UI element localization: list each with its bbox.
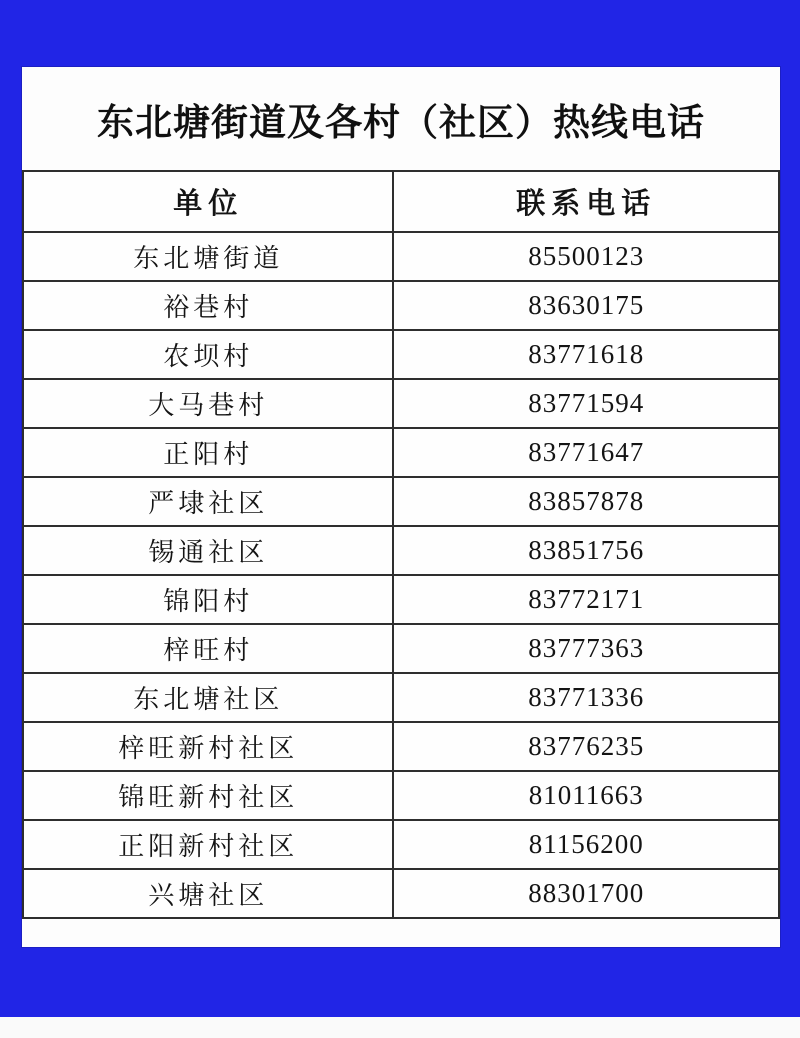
table-row [23, 771, 779, 820]
table-row [23, 428, 779, 477]
column-header-phone: 联系电话 [393, 171, 779, 232]
phone-cell: 83771647 [393, 428, 779, 477]
unit-cell: 东北塘社区 [23, 673, 393, 722]
phone-cell: 83857878 [393, 477, 779, 526]
phone-cell: 83777363 [393, 624, 779, 673]
column-header-unit: 单位 [23, 171, 393, 232]
unit-cell: 裕巷村 [23, 281, 393, 330]
table-body [23, 232, 779, 918]
phone-cell: 83776235 [393, 722, 779, 771]
table-header-row [23, 171, 779, 232]
table-row [23, 575, 779, 624]
unit-cell: 农坝村 [23, 330, 393, 379]
table-row [23, 624, 779, 673]
table-row [23, 722, 779, 771]
table-row [23, 526, 779, 575]
phone-cell: 83772171 [393, 575, 779, 624]
unit-cell: 正阳新村社区 [23, 820, 393, 869]
table-row [23, 477, 779, 526]
unit-cell: 锡通社区 [23, 526, 393, 575]
table-row [23, 820, 779, 869]
phone-cell: 88301700 [393, 869, 779, 918]
phone-cell: 83771618 [393, 330, 779, 379]
unit-cell: 梓旺村 [23, 624, 393, 673]
phone-cell: 85500123 [393, 232, 779, 281]
unit-cell: 兴塘社区 [23, 869, 393, 918]
phone-cell: 83771594 [393, 379, 779, 428]
unit-cell: 正阳村 [23, 428, 393, 477]
hotline-table [22, 170, 780, 919]
table-row [23, 330, 779, 379]
unit-cell: 严埭社区 [23, 477, 393, 526]
table-row [23, 281, 779, 330]
unit-cell: 锦阳村 [23, 575, 393, 624]
hotline-card [22, 67, 780, 947]
phone-cell: 83630175 [393, 281, 779, 330]
table-row [23, 379, 779, 428]
unit-cell: 东北塘街道 [23, 232, 393, 281]
phone-cell: 81011663 [393, 771, 779, 820]
phone-cell: 81156200 [393, 820, 779, 869]
table-row [23, 673, 779, 722]
table-row [23, 869, 779, 918]
table-row [23, 232, 779, 281]
unit-cell: 梓旺新村社区 [23, 722, 393, 771]
phone-cell: 83851756 [393, 526, 779, 575]
page-title: 东北塘街道及各村（社区）热线电话 [97, 102, 705, 144]
unit-cell: 大马巷村 [23, 379, 393, 428]
bottom-margin [0, 1017, 800, 1038]
phone-cell: 83771336 [393, 673, 779, 722]
unit-cell: 锦旺新村社区 [23, 771, 393, 820]
